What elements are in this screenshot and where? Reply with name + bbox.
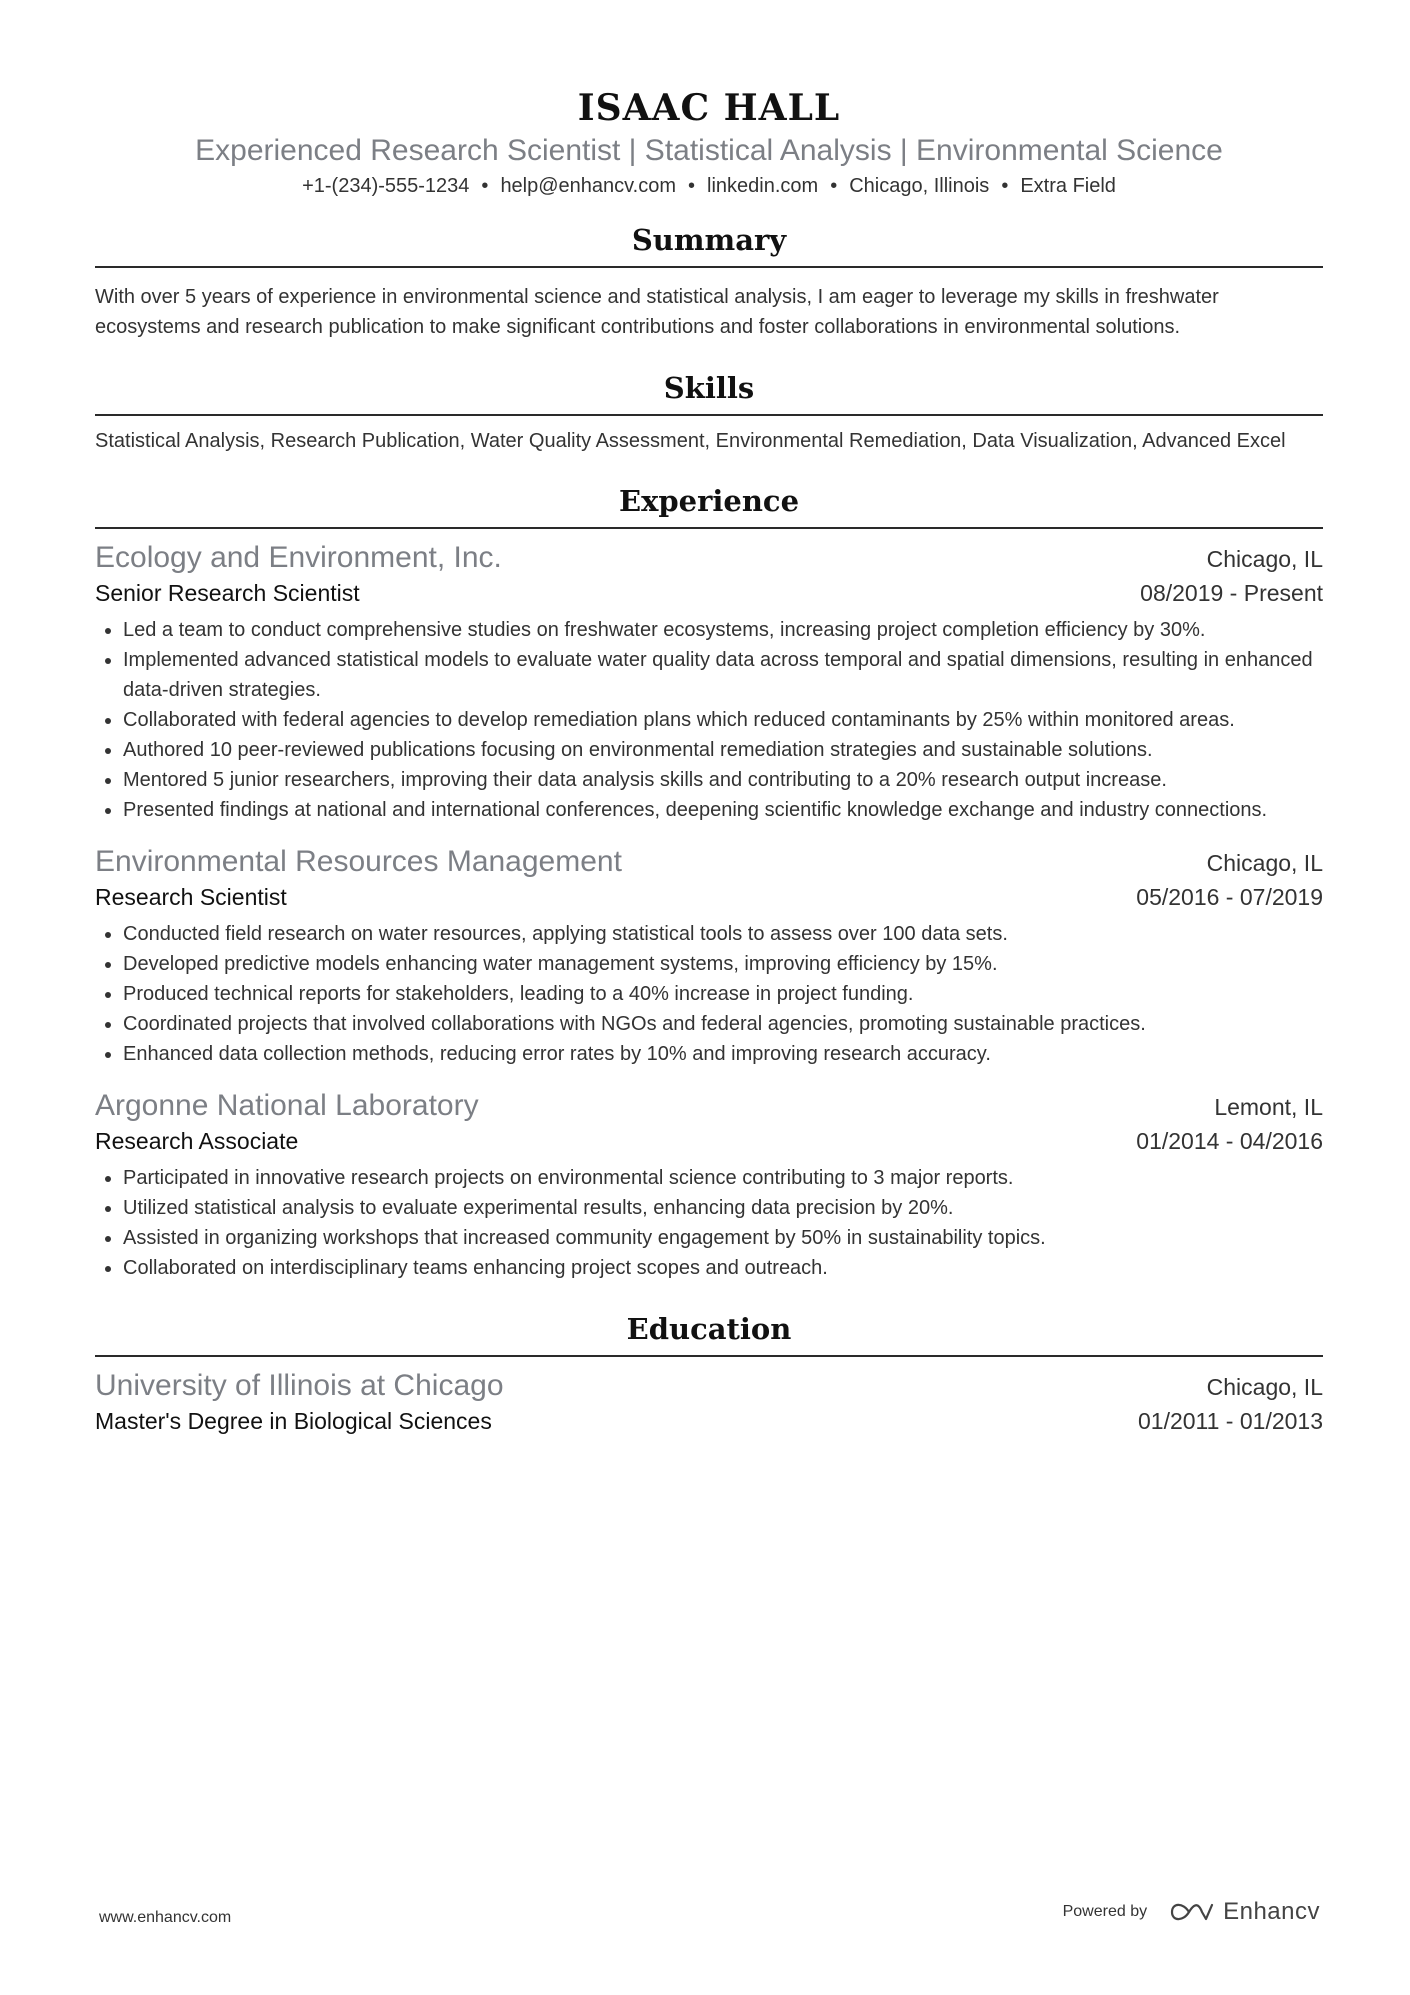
job-dates: 05/2016 - 07/2019 [1136,884,1323,910]
bullet-item: • Assisted in organizing workshops that increased community engagement by 50% in sustainability topics. [123,1223,1323,1253]
education-section [95,1309,1323,1437]
candidate-name: ISAAC HALL [577,87,841,129]
job-title: Research Associate [95,1128,299,1154]
bullet-item: • Produced technical reports for stakeholders, leading to a 40% increase in project funding. [123,979,1323,1009]
resume-page [95,0,1323,1437]
separator-dot: • [1001,175,1009,197]
footer-branding [1063,1898,1320,1926]
company-name: Ecology and Environment, Inc. [95,541,502,574]
job-bullets [95,1163,1323,1283]
brand-logo[interactable] [1169,1898,1320,1926]
job-bullets [95,615,1323,825]
separator-dot: • [481,175,489,197]
summary-section [95,220,1323,342]
skills-text: Statistical Analysis, Research Publication, Water Quality Assessment, Environmental Remediation, Data Visualization, Advanced Excel [95,430,1286,452]
bullet-item: • Enhanced data collection methods, reducing error rates by 10% and improving research accuracy. [123,1039,1323,1069]
separator-dot: • [688,175,696,197]
bullet-item: • Led a team to conduct comprehensive studies on freshwater ecosystems, increasing project completion efficiency by 30%. [123,615,1323,645]
job-title: Research Scientist [95,884,287,910]
education-entry [95,1367,1323,1437]
summary-title: Summary [95,220,1323,268]
education-title: Education [95,1309,1323,1357]
degree: Master's Degree in Biological Sciences [95,1408,492,1434]
school-name: University of Illinois at Chicago [95,1369,504,1402]
company-name: Environmental Resources Management [95,845,622,878]
job-location: Chicago, IL [1206,546,1323,572]
job-location: Chicago, IL [1206,850,1323,876]
linkedin[interactable]: linkedin.com [707,175,819,197]
bullet-item: • Collaborated on interdisciplinary teams enhancing project scopes and outreach. [123,1253,1323,1283]
phone[interactable]: +1-(234)-555-1234 [302,175,470,197]
bullet-item: • Mentored 5 junior researchers, improving their data analysis skills and contributing to a 20% research output increase. [123,765,1323,795]
bullet-item: • Coordinated projects that involved collaborations with NGOs and federal agencies, promoting sustainable practices. [123,1009,1323,1039]
bullet-item: • Implemented advanced statistical models to evaluate water quality data across temporal and spatial dimensions, resulting in enhanced data-driven strategies. [123,645,1323,705]
bullet-item: • Presented findings at national and international conferences, deepening scientific knowledge exchange and industry connections. [123,795,1323,825]
experience-entry [95,843,1323,1069]
resume-header [95,0,1323,200]
bullet-item: • Authored 10 peer-reviewed publications focusing on environmental remediation strategies and sustainable solutions. [123,735,1323,765]
job-dates: 01/2014 - 04/2016 [1136,1128,1323,1154]
brand-name: Enhancv [1223,1898,1320,1925]
experience-entry [95,539,1323,825]
company-name: Argonne National Laboratory [95,1089,479,1122]
extra-field: Extra Field [1020,175,1116,197]
school-location: Chicago, IL [1206,1374,1323,1400]
contact-info [95,172,1323,200]
experience-title: Experience [95,481,1323,529]
candidate-headline: Experienced Research Scientist | Statistical Analysis | Environmental Science [195,134,1223,167]
powered-by-label: Powered by [1062,1903,1148,1920]
job-bullets [95,919,1323,1069]
footer-website[interactable]: www.enhancv.com [99,1909,232,1926]
enhancv-logo-icon [1169,1900,1215,1924]
experience-section [95,481,1323,1283]
skills-title: Skills [95,368,1323,416]
email[interactable]: help@enhancv.com [500,175,677,197]
bullet-item: • Participated in innovative research projects on environmental science contributing to 3 major reports. [123,1163,1323,1193]
bullet-item: • Developed predictive models enhancing water management systems, improving efficiency by 15%. [123,949,1323,979]
separator-dot: • [830,175,838,197]
job-title: Senior Research Scientist [95,580,360,606]
bullet-item: • Conducted field research on water resources, applying statistical tools to assess over 100 data sets. [123,919,1323,949]
summary-text: With over 5 years of experience in environmental science and statistical analysis, I am eager to leverage my skills in freshwater ecosystems and research publication to make significant contributions and foster collaborations in environmental solutions. [95,286,1219,338]
bullet-item: • Utilized statistical analysis to evaluate experimental results, enhancing data precision by 20%. [123,1193,1323,1223]
bullet-item: • Collaborated with federal agencies to develop remediation plans which reduced contaminants by 25% within monitored areas. [123,705,1323,735]
experience-entry [95,1087,1323,1283]
job-location: Lemont, IL [1214,1094,1323,1120]
job-dates: 08/2019 - Present [1140,580,1323,606]
skills-section [95,368,1323,455]
education-dates: 01/2011 - 01/2013 [1137,1408,1323,1434]
location: Chicago, Illinois [849,175,990,197]
